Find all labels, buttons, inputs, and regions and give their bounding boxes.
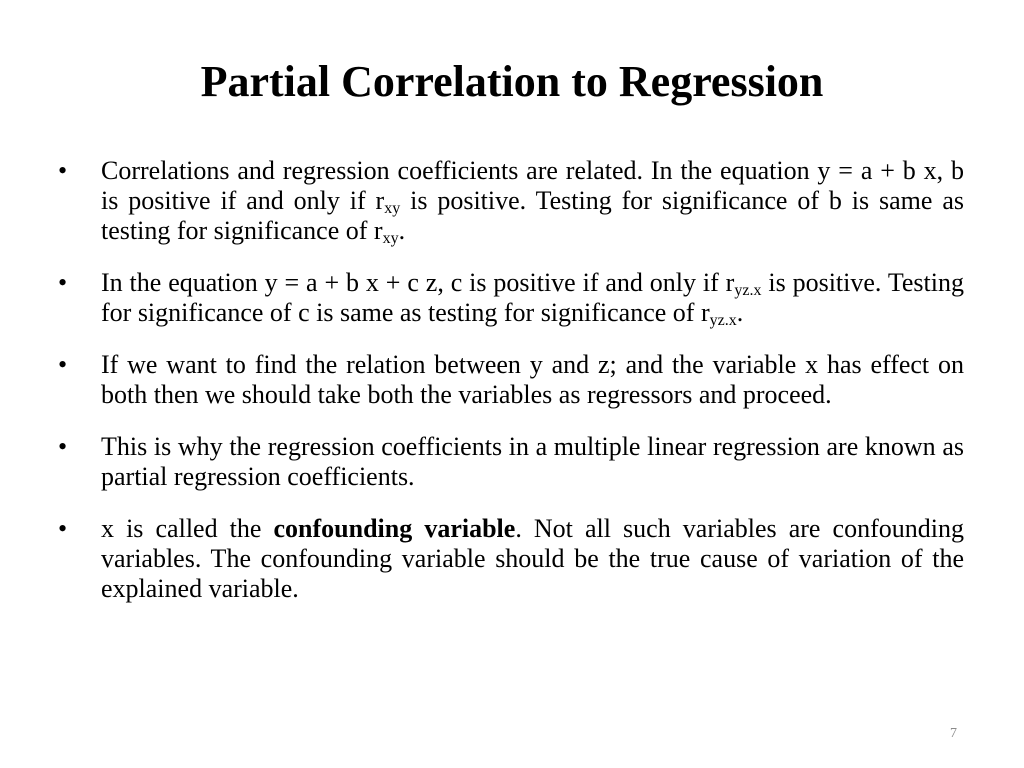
bullet-text-2c: . — [736, 298, 744, 327]
bullet-item-4 — [58, 432, 964, 492]
bullet-text-5a: x is called the — [101, 514, 274, 543]
confounding-variable-term: confounding variable — [273, 514, 516, 543]
bullet-icon: • — [58, 350, 68, 379]
bullet-icon: • — [58, 156, 68, 185]
bullet-item-3 — [58, 350, 964, 410]
bullet-list — [58, 156, 964, 626]
subscript-yzx-2: yz.x — [709, 312, 737, 329]
subscript-xy-2: xy — [382, 230, 399, 247]
bullet-icon: • — [58, 432, 68, 461]
bullet-icon: • — [58, 514, 68, 543]
bullet-icon: • — [58, 268, 68, 297]
bullet-text-1b: is positive. Testing for significance of b is same as testing for significance of r — [101, 186, 964, 245]
bullet-text-2a: In the equation y = a + b x + c z, c is positive if and only if r — [101, 268, 735, 297]
subscript-yzx-1: yz.x — [734, 282, 762, 299]
bullet-text-2b: is positive. Testing for significance of c is same as testing for significance of r — [101, 268, 964, 327]
subscript-xy-1: xy — [384, 200, 401, 217]
bullet-item-2 — [58, 268, 964, 328]
bullet-text-4: This is why the regression coefficients in a multiple linear regression are known as partial regression coefficients. — [101, 432, 964, 491]
bullet-text-1c: . — [398, 216, 406, 245]
bullet-text-1a: Correlations and regression coefficients are related. In the equation y = a + b x, b is positive if and only if r — [101, 156, 964, 215]
bullet-text-5b: . Not all such variables are confounding variables. The confounding variable should be the true cause of variation of the explained variable. — [101, 514, 964, 603]
page-number: 7 — [950, 726, 957, 741]
bullet-item-1 — [58, 156, 964, 246]
bullet-item-5 — [58, 514, 964, 604]
bullet-text-3: If we want to find the relation between y and z; and the variable x has effect on both then we should take both the variables as regressors and proceed. — [101, 350, 964, 409]
slide-title: Partial Correlation to Regression — [200, 57, 824, 106]
